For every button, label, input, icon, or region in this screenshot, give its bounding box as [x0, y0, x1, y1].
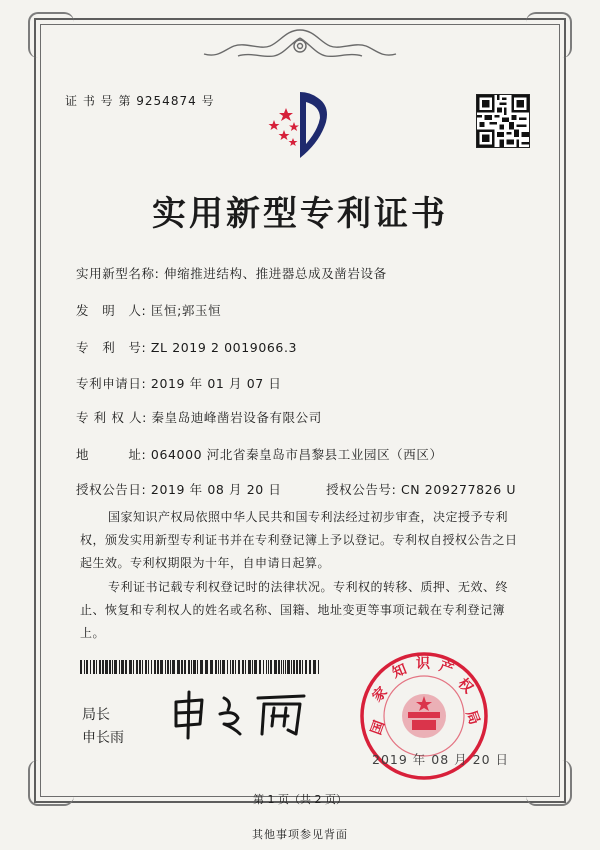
svg-text:局: 局 [462, 708, 483, 727]
field-application-date [76, 374, 281, 392]
field-label: 专 利 权 人: [76, 410, 147, 425]
svg-text:知: 知 [390, 661, 410, 682]
certificate-number-suffix: 号 [201, 94, 215, 108]
field-value: 2019 年 01 月 07 日 [150, 376, 282, 391]
grant-number-value: CN 209277826 U [400, 482, 517, 497]
corner-ornament [28, 12, 74, 58]
grant-date-value: 2019 年 08 月 20 日 [150, 482, 282, 497]
field-patent-number [76, 338, 297, 356]
field-label: 发 明 人: [76, 303, 147, 318]
svg-text:权: 权 [454, 675, 476, 697]
director-name: 申长雨 [82, 730, 124, 746]
field-label: 专 利 号: [76, 340, 147, 355]
field-patentee [76, 408, 322, 426]
grant-date-label: 授权公告日: [76, 482, 147, 497]
certificate-number [65, 92, 215, 109]
field-label: 专利申请日: [76, 376, 147, 391]
field-address [76, 445, 443, 463]
field-value: 064000 河北省秦皇岛市昌黎县工业园区（西区） [150, 447, 443, 462]
svg-text:产: 产 [436, 658, 456, 679]
field-grant [76, 480, 516, 498]
field-inventor [76, 301, 221, 319]
certificate-title: 实用新型专利证书 [152, 194, 448, 234]
corner-ornament [526, 12, 572, 58]
field-value: 伸缩推进结构、推进器总成及凿岩设备 [164, 266, 387, 281]
legal-status-paragraph: 专利证书记载专利权登记时的法律状况。专利权的转移、质押、无效、终止、恢复和专利权人的姓名或名称、国籍、地址变更等事项记载在专利登记簿上。 [80, 580, 509, 640]
seal-date: 2019 年 08 月 20 日 [372, 752, 509, 767]
svg-text:家: 家 [369, 684, 391, 706]
field-utility-model-name [76, 264, 387, 282]
barcode-icon [80, 660, 322, 674]
director-title: 局长 [82, 707, 110, 723]
grant-paragraph: 国家知识产权局依照中华人民共和国专利法经过初步审查，决定授予专利权，颁发实用新型专利证书并在专利登记簿上予以登记。专利权自授权公告之日起生效。专利权期限为十年，自申请日起算。 [80, 510, 518, 570]
page-number: 第 1 页（共 2 页） [253, 793, 347, 806]
director-signature [168, 688, 310, 740]
top-ornament-icon [190, 24, 410, 68]
svg-text:国: 国 [368, 718, 389, 738]
field-label: 实用新型名称: [76, 266, 160, 281]
field-value: ZL 2019 2 0019066.3 [150, 340, 298, 355]
qr-code-icon [476, 94, 530, 148]
patent-office-logo-icon [260, 86, 334, 166]
field-value: 匡恒;郭玉恒 [150, 303, 222, 318]
field-value: 秦皇岛迪峰凿岩设备有限公司 [151, 410, 322, 425]
svg-text:识: 识 [416, 656, 430, 672]
footer-note: 其他事项参见背面 [252, 828, 348, 841]
certificate-number-value: 9254874 [136, 94, 197, 108]
certificate-number-label: 证 书 号 第 [65, 94, 132, 108]
grant-number-label: 授权公告号: [326, 482, 397, 497]
field-label: 地 址: [76, 447, 147, 462]
